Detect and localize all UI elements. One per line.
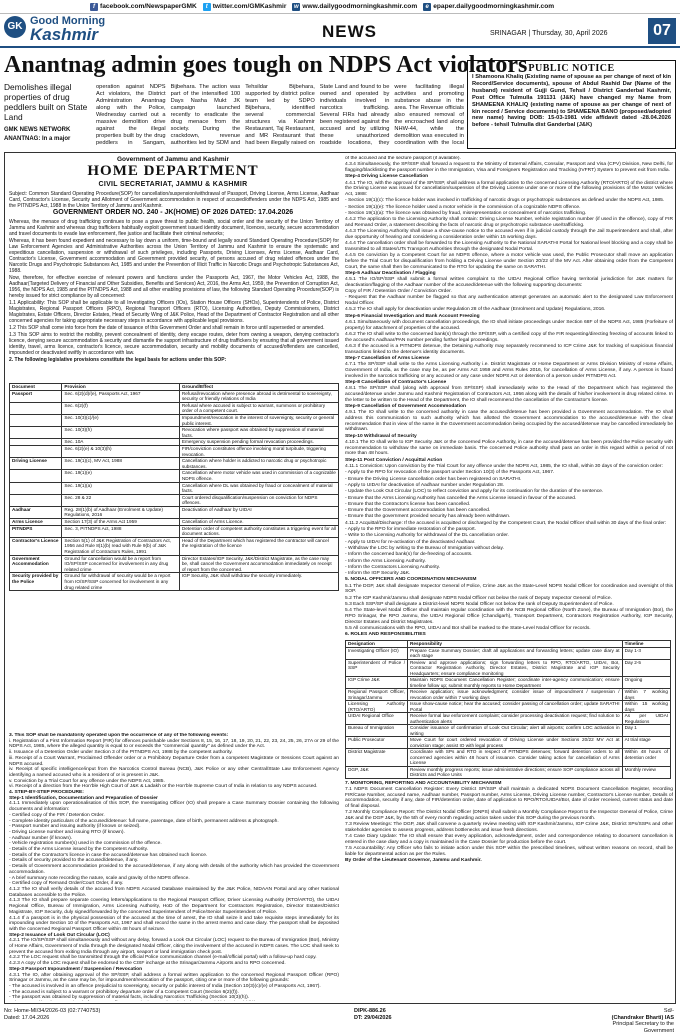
table-row bbox=[10, 494, 339, 506]
table-cell: Day 1 bbox=[622, 725, 670, 737]
procedure-item: 4.6.2 The IO shall write to the concerned bank(s) through the SP/SSP, with a certified copy of the FIR requesting/directing freezing of accounts linked to the accused's Aadhaar/PAN number pending further legal proceedings. bbox=[345, 332, 673, 343]
table-cell: Public Prosecutor bbox=[346, 737, 408, 749]
procedure-item: - Inform the concerned bank(s) for de-freezing of accounts. bbox=[345, 552, 473, 558]
procedure-item: 4.6.1 Simultaneously with document cancellation proceedings, the IO shall initiate proceedings under Section 68F of the NDPS Act, 1985 (Forfeiture of property) for attachment of properties of the accused. bbox=[345, 320, 673, 331]
table-row bbox=[346, 737, 671, 749]
procedure-item: 7.5 Accountability: Any Officer who fails to initiate action under this SOP within the prescribed timelines, without written reasons on record, shall be liable for departmental action as per the Rules. bbox=[345, 846, 673, 857]
table-row bbox=[10, 458, 339, 470]
procedure-item: - Complete identity particulars of the accused/detenue: full name, parentage, date of birth, permanent address & photograph. bbox=[9, 818, 279, 824]
procedure-item: - Passport number and issuing authority (if known or seized). bbox=[9, 824, 141, 830]
social-bar bbox=[0, 0, 680, 14]
table-cell: Prepare Case Summary Dossier; draft all applications and forwarding letters; update case diary at each stage bbox=[408, 647, 623, 659]
procedure-item: 5.4 The State-level Nodal Officer shall maintain regular coordination with the NCB Regional Office (North Zone), the Bureau of Immigration (BoI), the RPO Srinagar, the RPO Jammu, the UIDAI Regional Office (Chandigarh), Transport Department, Contractors Registration Authority, IGP Security, Director Estates and District Magistrates. bbox=[345, 608, 673, 625]
table-row bbox=[10, 445, 339, 457]
govt-order-advert bbox=[4, 152, 676, 1004]
table-cell: Sec. 28 & 22 bbox=[62, 494, 179, 506]
procedure-item: 4.5.2 The IO shall apply for deactivation under Regulation 28 of the Aadhaar (Enrolment and Update) Regulations, 2016. bbox=[345, 307, 606, 313]
section-title: NEWS bbox=[322, 22, 377, 41]
procedure-item: - Inform the Contractors Licensing Authority. bbox=[345, 564, 441, 570]
table-cell: Refusal where accused is subject to warrant, summons or prohibitory order of a competent court. bbox=[179, 402, 338, 414]
procedure-item: 4.1.1 Immediately upon operationalisation of this SOP, the Investigating Officer (IO) shall prepare a Case Summary Dossier containing the following documents and information: bbox=[9, 801, 339, 813]
procedure-item: - Aadhaar number (if known). bbox=[9, 835, 73, 841]
table-cell: Ground for withdrawal of security would be a report from IO/SP/SSP concerned for involvement in any drug related crime bbox=[62, 573, 179, 591]
table-cell: Sec. 6(2)(e) & 10(3)(h) bbox=[62, 445, 179, 457]
order-number: GOVERNMENT ORDER NO. 240 - JK(HOME) OF 2026 DATED: 17.04.2026 bbox=[52, 209, 294, 216]
procedure-right bbox=[345, 156, 673, 1001]
table-cell: Arms Licence bbox=[10, 519, 62, 526]
signatory: Sd/- (Chandraker Bharti) IAS Principal Secretary to the Government bbox=[611, 1008, 674, 1034]
table-cell: Deactivation of Aadhaar by UIDAI bbox=[179, 506, 338, 518]
procedure-item: - Ensure the Driving License cancellation order has been registered on SARATHI. bbox=[345, 476, 522, 482]
procedure-item: - Inform the IGP Security J&K. bbox=[345, 571, 411, 577]
step-title: Step-2 Issuance of Look Out Circular (LOC) bbox=[9, 932, 110, 938]
facebook-icon: f bbox=[90, 3, 98, 11]
table-cell: Review monthly progress reports; issue administrative directions; ensure SOP compliance across all Districts and Police Units bbox=[408, 766, 623, 778]
table-cell: Section 5(1) of J&K Registration of Contractors Act, 1956 and Rule 8(1)(b) read with Rule 9(b) of J&K Registration of Contractors Rules, 1991 bbox=[62, 537, 179, 555]
table-row bbox=[10, 525, 339, 537]
procedure-item: - Apply to UIDAI for re-activation of the deactivated Aadhaar. bbox=[345, 539, 476, 545]
table-cell: Emergency suspension pending formal revocation proceedings. bbox=[179, 439, 338, 446]
procedure-item: - Details of the Arms License issued by the Competent Authority. bbox=[9, 847, 149, 853]
table-cell: Cancellation where holder is addicted to narcotic drug or psychotropic substances. bbox=[179, 458, 338, 470]
procedure-item: - Ensure that the government provided security has already been withdrawn. bbox=[345, 514, 511, 520]
web-link[interactable]: w www.dailygoodmorningkashmir.com bbox=[294, 3, 418, 10]
table-cell bbox=[10, 427, 62, 439]
brand-top: Good Morning bbox=[30, 15, 106, 27]
table-cell: Court ordered disqualification/suspension on conviction for NDPS offences. bbox=[179, 494, 338, 506]
procedure-item: 4.9.1 The IO shall write to the concerned authority in case the accused/detenue has been provided a Government accommodation. The IO shall address this communication to such authority which has allotted the Government accommodation to the accused/detenue with the clear recommendation that in view of the same in the Government accommodation being occupied by the accused/detenue may be cancelled immediately be withdrawn. bbox=[345, 410, 673, 433]
table-cell: Superintendent of Police / SSP bbox=[346, 659, 408, 677]
procedure-item: 4.10.1 The IO shall write to IGP Security J&K or the concerned Police Authority, in case the accused/detenue has been provided the Police security with recommendation to withdraw the same on immediate basis. The concerned Police authority shall pass an order in this regard within a period of not more than 48 hours. bbox=[345, 440, 673, 457]
step-title: Step-3 Passport Impoundment / Suspension / Revocation bbox=[9, 966, 143, 972]
table-row bbox=[10, 427, 339, 439]
procedure-item: 4.1.2 The IO shall verify details of the accused from NDPS Accused Database maintained by the J&K Police, NIDAAN Portal and any other National Databases accessible to the Police. bbox=[9, 886, 339, 898]
table-row bbox=[346, 725, 671, 737]
table-cell: Reg. 28(1)(b) of Aadhaar (Enrolment & Update) Regulations, 2016 bbox=[62, 506, 179, 518]
procedure-item: 4.8.1 The SP/SSP shall (along with approval from SP/SSP) shall immediately write to the Head of the Department which has registered the accused/detenue under Jammu and Kashmir Registration of Contractors Act, 1956 along with the details of his/her involvement in drug related crime. In the letter to be written to the Head of the Department, the IO shall recommend the cancellation of the Contractor's license. bbox=[345, 386, 673, 403]
step-title: Step-4 Driving License Cancellation bbox=[345, 174, 429, 180]
table-row bbox=[346, 659, 671, 677]
procedure-item: of the accused and the seizure passport (if available). bbox=[345, 156, 461, 161]
table-cell: Day 1-3 bbox=[622, 647, 670, 659]
section-3-item: vi. Receipt of a direction from the Hon'ble High Court of J&K & Ladakh or the Hon'ble Supreme Court of India in relation to any NDPS accused. bbox=[9, 784, 318, 790]
table-header-cell: Timeline bbox=[622, 641, 670, 648]
table-cell: Move Court for court ordered revocation of Driving License under Sections 20/22 MV Act at conviction stage; assist IO with legal process bbox=[408, 737, 623, 749]
step-title: Step-8 Cancellation of Contractor's License bbox=[345, 380, 447, 386]
twitter-link[interactable]: t twitter.com/GMKashmir bbox=[203, 3, 287, 11]
procedure-item: 5.1 The DGP, J&K shall designate Inspector General of Police, Crime J&K as the State-Level NDPS Nodal Officer for coordination and oversight of this SOP. bbox=[345, 583, 673, 595]
table-cell: Director Estates/IGP Security, J&K/District Magistrate, as the case may be, shall cancel the Government accommodation immediately on receipt of report from the concerned. bbox=[179, 555, 338, 573]
table-header-cell: Responsibility bbox=[408, 641, 623, 648]
roles-table bbox=[345, 640, 671, 779]
table-cell: Ground for cancellation would be a report from IO/SP/SSP concerned for involvement in any drug related crime bbox=[62, 555, 179, 573]
procedure-item: Copy of FIR / Detention Order / Conviction Order. bbox=[345, 289, 452, 295]
table-cell: Revocation where passport was obtained by suppression of material facts. bbox=[179, 427, 338, 439]
table-cell: Passport bbox=[10, 390, 62, 402]
para-4: 1.1 Applicability: This SOP shall be applicable to all Investigating Officers (IOs), Station House Officers (SHOs), Superintendents of Police, District Magistrates, Regional Passport Officers (RPO), Regional Transport Officers (RTO), Licensing Authorities, Deputy Commissioners, District Magistrates, Estate Officers, Director Estates, Head of Security Wing of J&K Police, Head of the Department of Contractor Registration and all other concerned agencies for taking appropriate necessary steps in accordance with applicable legal provisions. bbox=[9, 300, 339, 324]
table-cell bbox=[10, 402, 62, 414]
table-cell: Government Accommodation bbox=[10, 555, 62, 573]
table-cell bbox=[10, 470, 62, 482]
procedure-item: 7.4 Case Diary Update: The IO shall ensure that every application, acknowledgment, order and correspondence relating to document cancellation is entered in the case diary and a copy is maintained in the Case Dossier for production before the court. bbox=[345, 834, 673, 845]
table-cell: Maintain NDPS Document Cancellation Register; coordinate inter-agency communication; ensure timeline follow up; submit monthly reports to Home Department bbox=[408, 677, 623, 689]
procedure-item: - Section 19(1)(c): The licence holder was involved in trafficking of narcotic drugs or psychotropic substances as defined under the NDPS Act, 1985. bbox=[345, 198, 665, 204]
table-cell: Security provided by the Police bbox=[10, 573, 62, 591]
table-header-cell: Designation bbox=[346, 641, 408, 648]
section-7-title: 7. MONITORING, REPORTING AND ACCOUNTABILITY MECHANISM bbox=[345, 780, 502, 786]
procedure-item: - Details of the Contractor's licence in case the accused/detenue has obtained such licence. bbox=[9, 852, 208, 858]
masthead bbox=[0, 14, 680, 48]
table-cell: Sec. 10(3)(h) bbox=[62, 427, 179, 439]
story-body: operation against NDPS Act violators, the District Administration Anantnag along with the Police, Wednesday carried out a massive demolition drive against the illegal properties built by the drug peddlers in Sangam, Bijbehara. The action was part of the intensified 100 Days Nasha Mukt JK campaign launched recently to eradicate the drug menace from the society. During the crackdown, revenue authorities led by SDM and Tehsildar Bijbehara, supported by district police team led by SDPO Bijbehara, identified several commercial structures via Kashmir Restaurant, Taj Restaurant, and MR Restaurant that had been illegally raised on State Land and found to be owned and operated by individuals involved in narcotics trafficking. Several FIRs had already been registered against the accused and by utilizing these unauthorized roadside locations, they were facilitating illegal activities and promoting substance abuse in the area. The Revenue officials also ensured removal of the encroached land along NHW-44, while the demolition was executed in coordination with the local bbox=[96, 84, 464, 146]
section-3-title: 3. This SOP shall be mandatorily operated upon the occurrence of any of the following events: bbox=[9, 733, 229, 738]
table-row bbox=[10, 414, 339, 426]
dept-title: HOME DEPARTMENT bbox=[87, 163, 259, 179]
table-row bbox=[346, 647, 671, 659]
table-row bbox=[346, 713, 671, 725]
order-preamble bbox=[9, 219, 339, 364]
table-cell: Regional Passport Officer, Srinagar/Jammu bbox=[346, 689, 408, 701]
govt-header: Government of Jammu and Kashmir bbox=[117, 156, 229, 163]
procedure-item: - Details of Government accommodation provided to the accused/detenue, if any along with details of the authority which has provided the Government accommodation. bbox=[9, 864, 339, 875]
table-row bbox=[10, 390, 339, 402]
procedure-item: - Certified copy of Remand Order/Court Order, if any. bbox=[9, 881, 124, 887]
table-cell: Refusal/revocation where presence abroad is detrimental to sovereignty, security or friendly relations of India bbox=[179, 390, 338, 402]
table-cell: IGP Security, J&K shall withdraw the security immediately. bbox=[179, 573, 338, 591]
procedure-item: - Vehicle registration number(s) used in the commission of the offence. bbox=[9, 841, 162, 847]
section-3-item: iii. Receipt of a Court Warrant, Proclaimed Offender order or a Prohibitory Departure Order from a competent Magistrate or Sessions Court against an NDPS accused. bbox=[9, 755, 339, 767]
section-3-item: i. Registration of a First Information Report (FIR) for offences punishable under Sections 8, 15, 16, 17, 18, 19, 20, 21, 22, 23, 24, 25, 26, 27A or 29 of the NDPS Act, 1985, where the alleged quantity is equal to or exceeds the "commercial quantity" as defined under the Act. bbox=[9, 738, 339, 750]
table-cell bbox=[10, 494, 62, 506]
procedure-item: - The accused is subject to a warrant or prohibitory departure order of a Competent Court (Section 6(2)(f)). bbox=[9, 989, 239, 995]
procedure-item: - Driving License number and issuing RTO (if known). bbox=[9, 829, 125, 835]
procedure-item: 5.5 All communications with the RPO, UIDAI and BoI shall be marked to the State-Level Nodal Officer for records. bbox=[345, 626, 591, 632]
table-row bbox=[10, 519, 339, 526]
table-cell: Sec. 19(1)(c), MV Act, 1988 bbox=[62, 458, 179, 470]
procedure-item: 4.4.5 On conviction by a Competent Court for an NDPS offence, where a motor vehicle was used, the Public Prosecutor shall move an application before the Trial Court for disqualification from holding a Driving License under Section 20/22 of the MV Act. After obtaining order from the Competent Court, the same shall then be communicated to the RTO for updating the same on SARATHI. bbox=[345, 253, 673, 270]
story-kicker: Demolishes illegal properties of drug peddlers built on State Land bbox=[4, 82, 88, 122]
table-cell: Licensing Authority (RTO/ARTO) bbox=[346, 701, 408, 713]
table-cell: Within 7 working days bbox=[622, 689, 670, 701]
secretariat: CIVIL SECRETARIAT, JAMMU & KASHMIR bbox=[98, 181, 248, 188]
procedure-item: - Update the Look Out Circular (LOC) to reflect conviction and apply for its continuation for the duration of the sentence. bbox=[345, 489, 604, 495]
table-cell: Sec. 6(2)(d)/(e), Passports Act, 1967 bbox=[62, 390, 179, 402]
dateline: SRINAGAR | Thursday, 30, April 2026 bbox=[490, 30, 608, 37]
procedure-item: 4.5.1 The IO/SP/SSP shall submit a formal written complaint to the UIDAI Regional Office having territorial jurisdiction for J&K matters for deactivation/flagging of the Aadhaar number of the accused/detenue with the following supporting documents: bbox=[345, 277, 673, 288]
table-cell: Review and approve applications; sign forwarding letters to RPO, RTO/ARTO, UIDAI, BoI, Contractor Registration Authority, Director Estates, District Magistrate and IGP Security Headquarters; ensure compliance monitoring bbox=[408, 659, 623, 677]
table-cell: Cancellation where motor vehicle was used in commission of a cognizable NDPS offence. bbox=[179, 470, 338, 482]
procedure-item: 4.6.3 If the accused is a PITNDPS detenue, the Detaining Authority may separately recommend to ICP Crime J&K for tracking of suspicious financial transactions linked to the detenue's identity documents. bbox=[345, 344, 673, 355]
para-1: Whereas, the menace of drug trafficking continues to pose a grave threat to public health, social order and the security of the Union Territory of Jammu and Kashmir and whereas drug traffickers habitually exploit government issued identity document, licences, security, secure accommodation and travel documents to evade law enforcement, flee justice and facilitate their criminal networks; bbox=[9, 219, 339, 237]
procedure-item: 4.11.2 Acquittal/Discharge: If the accused is acquitted or discharged by the Competent Court, the Nodal Officer shall within 30 days of the final order: bbox=[345, 520, 667, 526]
procedure-item: - Section 19(1)(a): The licence was obtained by fraud, misrepresentation or concealment of narcotics trafficking. bbox=[345, 210, 587, 216]
table-cell: Sec. 19(1)(a) bbox=[62, 482, 179, 494]
procedure-item: 4.2.2 The LOC request shall be transmitted through the official Police communication channel (e-mail/official portal) with a follow-up hard copy. bbox=[9, 955, 317, 961]
procedure-item: 4.4.2 The application to the Licensing Authority shall contain: Driving License Number, vehicle registration number (if used in the offence), copy of FIR and Remand Order, a statement describing the facts of narcotic drug or psychotropic substance use/trafficking. bbox=[345, 217, 673, 228]
procedure-item: - Ensure that the Arms Licensing Authority has cancelled the Arms License issued in favour of the accused. bbox=[345, 495, 577, 501]
procedure-item: 4.3.1 The IO, after obtaining approval of the SP/SSP, shall address a formal written application to the concerned Regional Passport Officer (RPO) Srinagar or Jammu, as the case may be, for impoundment/revocation of the passport, citing one or more of the following grounds: bbox=[9, 972, 339, 984]
procedure-item: 7.2 Monthly Compliance Report: The District Nodal Officer (DNPS) shall submit a Monthly Compliance Report to the Inspector General of Police, Crime J&K and the DGP J&K, by the 5th of every month regarding action taken under this SOP during the previous month. bbox=[345, 810, 673, 821]
procedure-item: 4.4.4 The cancellation order shall be forwarded to the Licensing Authority to the National SARATHI Portal for National level blocking and a copy shall be transmitted to all States/UTs Transport Authorities through the designated Nodal Portal. bbox=[345, 241, 673, 252]
procedure-item: - The accused is involved in an offence prejudicial to sovereignty, security or public interest of India (Section 10(3)(c)/(e) of Passports Act, 1967). bbox=[9, 983, 321, 989]
procedure-item: 7.1 NDPS Document Cancellation Register: Every District SP/SSP shall maintain a dedicated NDPS Document Cancellation Register, recording FIR/Case Number, accused name, Aadhaar number, Passport number, Arms License, Driving License number, Contractor's License number, Details of accommodation, security if any, date of FIR/detention order, date of application to RPO/RTO/UIDAI/BoI, date of order received, current status and date of final disposal. bbox=[345, 786, 673, 809]
table-cell: FIR/conviction constitutes offence involving moral turpitude, triggering revocation. bbox=[179, 445, 338, 457]
order-date: Dated: 17.04.2026 bbox=[4, 1014, 50, 1021]
procedure-item: 4.2.3 A copy of the LOC request shall be endorsed to the CISF incharge at the Srinagar/Jammu Airports and to RPO concerned. bbox=[9, 961, 286, 967]
procedure-item: 4.4.1 The IO, with the approval of the SP/SSP, shall address a formal application to the concerned Licensing Authority (RTO/ARTO) of the district where the Driving License was issued for cancellation/suspension of the Driving License under one or more of the following provisions of the Motor Vehicles Act, 1988: bbox=[345, 180, 673, 197]
procedure-item: 4.3.4 Simultaneously, the SP/SSP shall forward a request to the Ministry of External Affairs, Consular, Passport and Visa (CPV) Division, New Delhi, for flagging/blacklisting the passport number in the Immigration, Visa and Foreigners Registration and Tracking (IVFRT) System to prevent exit from India. bbox=[345, 162, 673, 173]
procedure-item: - Ensure that the Contractor's license has been cancelled. bbox=[345, 501, 471, 507]
table-header-row: Document Provision Ground/Effect bbox=[10, 384, 339, 391]
table-cell bbox=[10, 439, 62, 446]
step-title: Step-11 Post Conviction / Acquittal Action bbox=[345, 457, 443, 463]
legal-provisions-table bbox=[9, 383, 339, 591]
table-cell: Aadhaar bbox=[10, 506, 62, 518]
procedure-item: 4.1.4 If a passport is in the physical possession of the accused at the time of arrest, the IO shall seize it and take requisite steps immediately for its impounding under Section 10 of the Passports Act, 1967 and shall record the same in the arrest memo and case diary. The passport shall be deposited with the concerned Regional Passport Officer within 48 hours of seizure. bbox=[9, 915, 339, 932]
table-cell: Within 15 working days bbox=[622, 701, 670, 713]
section-3-item: v. Conviction by a Trial Court for any offence under the NDPS Act, 1985. bbox=[9, 778, 165, 784]
order-footer bbox=[4, 1008, 676, 1034]
para-2: Whereas, it has been found expedient and necessary to lay down a uniform, time-bound and legally sound Standard Operating Procedure(SOP) for Law Enforcement Agencies and Administrative Authorities across the Union Territory of Jammu and Kashmir to ensure the systematic and expeditious cancellation, suspension or withdrawal of such privileges, including Passports, Driving Licenses, Arms License, Aadhaar Card, Contractor's License, Government accommodation and Government provided security, of persons accused of drug related offences under the Narcotic Drugs and Psychotropic Substances Act, 1985 and under the Prevention of Illicit Traffic in Narcotic Drugs and Psychotropic Substances Act, 1988. bbox=[9, 238, 339, 274]
procedure-item: 4.11.1 Conviction: Upon conviction by the Trial Court for any offence under the NDPS Act, 1985, the IO shall, within 30 days of the conviction order: bbox=[345, 464, 663, 470]
notice-body: I Shamoona Khaliq (Existing name of spouse as per change of next of kin Record/Service documents), spouse of Abdul Rashid Dar (Name of the husband) resident of Gujji Gund, Tehsil / District Ganderbal Kashmir, Post Office Tulmulla 191131 (J&K) have changed my Name from SHAMEENA KHALIQ (existing name of spouse as per change of next of kin record / Service documents) to SHAMEENA BANO (proposed/adopted new name) having DOB: 15-03-1981 vide affidavit dated -28.04.2026 before - tehsil Tulmulla dist Ganderbal (J&K) bbox=[472, 74, 671, 129]
step-title: Step-7 Cancellation of Arms License bbox=[345, 356, 430, 362]
procedure-item: - Section 19(1)(e): The licence holder used a motor vehicle in the commission of a cognizable NDPS offence. bbox=[345, 204, 581, 210]
table-cell: IGP Crime J&K bbox=[346, 677, 408, 689]
para-3: Now, therefore, for effective exercise of relevant powers and functions under the Passports Act, 1967, the Motor Vehicles Act, 1988, the Aadhaar(Targeted Delivery of Financial and Other Subsidies, Benefits and Services) Act, 2016, the Arms Act, 1959, the Prevention of Corruption Act, 1956, the NDPS Act, 1985 and the PITNDPS Act, 1988 and all other enabling provisions of law, the following Standard Operating Procedure(SOP) is hereby issued for strict compliance by all concerned: bbox=[9, 275, 339, 299]
para-5: 1.2 This SOP shall come into force from the date of issuance of this Government Order and shall remain in force until superseded or amended. bbox=[9, 325, 325, 331]
step-title: 5. NODAL OFFICERS AND COORDINATION MECHANISM bbox=[345, 577, 477, 583]
table-row bbox=[10, 402, 339, 414]
twitter-icon: t bbox=[203, 3, 211, 11]
table-cell: Issue show-cause notice; hear the accused; consider passing of cancellation order; update SARATHI Portal bbox=[408, 701, 623, 713]
table-cell: District Magistrate bbox=[346, 749, 408, 767]
table-cell: Contractor's Licence bbox=[10, 537, 62, 555]
table-cell: Within 48 hours of detention order bbox=[622, 749, 670, 767]
globe-icon: w bbox=[294, 3, 299, 10]
table1-title: 2. The following legislative provisions constitute the legal basis for actions under this SOP: bbox=[9, 357, 227, 363]
table-cell: Consider issuance of confirmation of Look Out Circular; alert all airports; confirm LOC activation in writing bbox=[408, 725, 623, 737]
order-ref: No: Home-MI/34/2026-03 (02:7740753) bbox=[4, 1008, 101, 1014]
para-6: 1.3 This SOP aims to restrict the mobility, prevent concealment of identity, deny escape routes, deter from owning a weapon, denying contractor's licence, denying secure accommodation & security and dismantle the support infrastructure of drug traffickers by ensuring that all government issued identity, travel, arms licence, contractor's licence, secure accommodation, security and mobility documents of accused/offenders are cancelled, impounded or deactivated swiftly in accordance with law. bbox=[9, 332, 339, 356]
procedure-item: 7.3 Review Meetings: The DGP, J&K shall convene a quarterly review meeting with IGP Kashmir/Jammu, IGP Crime J&K, District SPs/SSPs and other stakeholder agencies to assess progress, address bottlenecks and issue fresh directions. bbox=[345, 822, 673, 833]
table-row bbox=[10, 537, 339, 555]
table-row bbox=[346, 677, 671, 689]
procedure-left bbox=[9, 733, 339, 1001]
step-title: Step-1 Identification, Documentation and Preparation of Dossier bbox=[9, 795, 158, 801]
procedure-item: - Certified copy of the FIR / Detention Order. bbox=[9, 812, 105, 818]
section-3-item: iv. Receipt of specific intelligence/input from the Narcotics Control Bureau (NCB), J&K Police or any other Central/State Law Enforcement Agency identifying a named accused who is a resident of or is present in J&K. bbox=[9, 767, 339, 778]
brand-name: Kashmir bbox=[30, 25, 99, 44]
procedure-item: - A brief summary note recording the nature, scale and gravity of the NDPS offence. bbox=[9, 875, 190, 881]
by-order-line: By Order of the Lieutenant Governor, Jammu and Kashmir. bbox=[345, 858, 482, 864]
table-cell: Driving License bbox=[10, 458, 62, 470]
table-cell bbox=[10, 482, 62, 494]
table-cell: Sec. 10A bbox=[62, 439, 179, 446]
step-title: Step-6 Financial Investigation and Bank Account Freezing bbox=[345, 313, 480, 319]
table-cell: Cancellation where DL was obtained by fraud or concealment of material facts. bbox=[179, 482, 338, 494]
notice-title: PUBLIC NOTICE bbox=[528, 63, 615, 74]
table-cell: Sec. 3, PITNDPS Act, 1988 bbox=[62, 525, 179, 537]
step-title: 6. ROLES AND RESPONSIBILITIES bbox=[345, 632, 426, 638]
procedure-item: 4.2.1 The IO/SP/SSP shall simultaneously and without any delay, forward a Look Out Circular (LOC) request to the Bureau of Immigration (BoI), Ministry of Home Affairs, Government of India through the designated Nodal Officer, citing the involvement of the accused in NDPS cases. The LOC shall seek to prevent the accused from exiting India through any airport, seaport or land immigration check post. bbox=[9, 938, 339, 955]
procedure-item: - Details of security provided to the accused/detenue, if any. bbox=[9, 858, 139, 864]
epaper-link[interactable]: e epaper.dailygoodmorningkashmir.com bbox=[423, 3, 554, 11]
table-cell: Detention order of competent authority constitutes a triggering event for all document actions. bbox=[179, 525, 338, 537]
procedure-item: - Ensure that the Government accommodation has been cancelled. bbox=[345, 508, 491, 514]
procedure-item: - Apply to the RPO for revocation of the passport under Section 10(3) of the Passports Act, 1967. bbox=[345, 470, 555, 476]
story-credit: GMK NEWS NETWORK bbox=[4, 127, 71, 133]
story-headline: Anantnag admin goes tough on NDPS Act violators bbox=[4, 52, 528, 78]
step-title: Step-10 Withdrawal of Security bbox=[345, 433, 417, 439]
table-cell: Investigating Officer (IO) bbox=[346, 647, 408, 659]
table-row bbox=[346, 701, 671, 713]
table-cell: PITNDPS bbox=[10, 525, 62, 537]
epaper-icon: e bbox=[423, 3, 431, 11]
story-lede: ANANTNAG: In a major bbox=[4, 136, 71, 142]
dipk-ref: DIPK-886.26 DT: 29/04/2026 bbox=[354, 1008, 392, 1021]
table-row bbox=[346, 689, 671, 701]
table-cell: Sec. 10(3)(c)/(e) bbox=[62, 414, 179, 426]
table-cell: Ongoing bbox=[622, 677, 670, 689]
step-title: Step-5 Aadhaar Deactivation / Flagging bbox=[345, 270, 436, 276]
procedure-item: 4.4.3 The Licensing Authority shall issue a show-cause notice to the accused even if in judicial custody through the Jail Superintendent and shall, after due opportunity of hearing and considering a consideration order within 15 working days. bbox=[345, 229, 673, 240]
table-cell: Section 17(3) of the Arms Act 1959 bbox=[62, 519, 179, 526]
table-cell: Receive application; issue acknowledgment; consider issue of impoundment / suspension / revocation order within 7 working days bbox=[408, 689, 623, 701]
procedure-item: 4.7.1 The SP/SSP shall write to the Arms Licensing Authority i.e. District Magistrate or Home Department or Arms Division Ministry of Home Affairs, Government of India, as the case may be, as per Arms Act 1959 and Arms Rules 2016, for cancellation of Arms License, if any. A person is found involved in the narcotics trafficking or any accused or any case under NDPS Act or detention of a person under PITNDPS Act. bbox=[345, 362, 673, 379]
table-cell: Impoundment/revocation in the interest of sovereignty, security or general public interest. bbox=[179, 414, 338, 426]
section-3-item: ii. Issuance of a Detention Order under Section 3 of the PITNDPS Act, 1988 by the competent authority. bbox=[9, 750, 233, 756]
procedure-item: - The passport was obtained by suppression of material facts, including Narcotics Trafficking (Section 10(3)(h)). bbox=[9, 995, 250, 1001]
table-cell bbox=[10, 414, 62, 426]
table-cell: Sec. 6(2)(f) bbox=[62, 402, 179, 414]
step-title: Step-9 Cancellation of Government Accommodation bbox=[345, 404, 467, 410]
procedure-item: - Inform the Arms Licensing Authority. bbox=[345, 558, 426, 564]
table-row bbox=[10, 506, 339, 518]
procedure-item: - Withdraw the LOC by writing to the Bureau of Immigration without delay. bbox=[345, 545, 504, 551]
public-notice bbox=[467, 60, 676, 149]
table-row bbox=[10, 482, 339, 494]
procedure-item: - Apply to UIDAI for deactivation of Aadhaar number under Regulation 28. bbox=[345, 482, 505, 488]
table-row bbox=[346, 766, 671, 778]
table-cell: UIDAI Regional Office bbox=[346, 713, 408, 725]
table-cell: Sec. 19(1)(e) bbox=[62, 470, 179, 482]
page-number: 07 bbox=[648, 18, 676, 44]
brand-logo[interactable]: GK bbox=[4, 16, 26, 38]
table-cell: Monthly review bbox=[622, 766, 670, 778]
table-cell: DGP, J&K bbox=[346, 766, 408, 778]
table-row bbox=[10, 555, 339, 573]
procedure-item: 5.2 The IGP Kashmir/Jammu shall designate NDPS Nodal Officer not below the rank of Deputy Inspector General of Police. bbox=[345, 595, 612, 601]
procedure-item: 4.1.3 The IO shall prepare separate covering letters/applications to the Regional Passport Officer, Driver Licensing Authority (RTO/ARTO), the UIDAI Regional Office, Bureau of Immigration, Arms Licensing Authority, HoD of the Department for Contractors Registration, Director Estates/District Magistrate, IGP Security, duly signed/forwarded by the concerned Superintendent of Police/Senior Superintendent of Police. bbox=[9, 898, 339, 915]
table-cell: Coordinate with SPs and RTO in respect of PITNDPS detenues; forward detention orders to all concerned agencies within 48 hours of issuance. Consider taking action for cancellation of Arms License bbox=[408, 749, 623, 767]
table-cell: Cancellation of Arms Licence. bbox=[179, 519, 338, 526]
table-cell: Day 2-5 bbox=[622, 659, 670, 677]
table-row bbox=[10, 439, 339, 446]
table-row bbox=[10, 470, 339, 482]
order-subject: Subject: Common Standard Operating Procedure(SOP) for cancellation/suspension/withdrawal of Passport, Driving License, Arms License, Aadhaar Card, Contractor's License, Security and Allotment of Government accommodation in respect of accused/offenders under the NDPS Act, 1985 and the PITNDPS Act, 1988 in the Union Territory of Jammu and Kashmir. bbox=[9, 191, 339, 209]
table-cell: At trial stage bbox=[622, 737, 670, 749]
procedure-item: 5.3 Each SSP/SP shall designate a District-level NDPS Nodal Officer not below the rank of Deputy Superintendent of Police. bbox=[345, 602, 614, 608]
facebook-link[interactable]: f facebook.com/NewspaperGMK bbox=[90, 3, 197, 11]
procedure-item: - Request that the Aadhaar number be flagged so that any authentication attempt generates an automatic alert to the designated Law Enforcement Nodal Officer. bbox=[345, 295, 673, 307]
table-row bbox=[346, 749, 671, 767]
procedure-item: - Apply to the RPO for immediate restoration of the passport. bbox=[345, 527, 477, 533]
table-row bbox=[10, 573, 339, 591]
table-cell: Receive formal law enforcement complaint; consider processing deactivation request; find solution to authentication alerts bbox=[408, 713, 623, 725]
table-cell: As per UIDAI Regulations bbox=[622, 713, 670, 725]
section-4-title: 4. STEP-BY-STEP PROCEDURE: bbox=[9, 790, 84, 796]
table-cell bbox=[10, 445, 62, 457]
table-cell: Bureau of Immigration bbox=[346, 725, 408, 737]
table-cell: Head of the Department which has registered the contractor will cancel the registration of the licence bbox=[179, 537, 338, 555]
procedure-item: - Write to the Licensing Authority for withdrawal of the DL cancellation order. bbox=[345, 533, 509, 539]
